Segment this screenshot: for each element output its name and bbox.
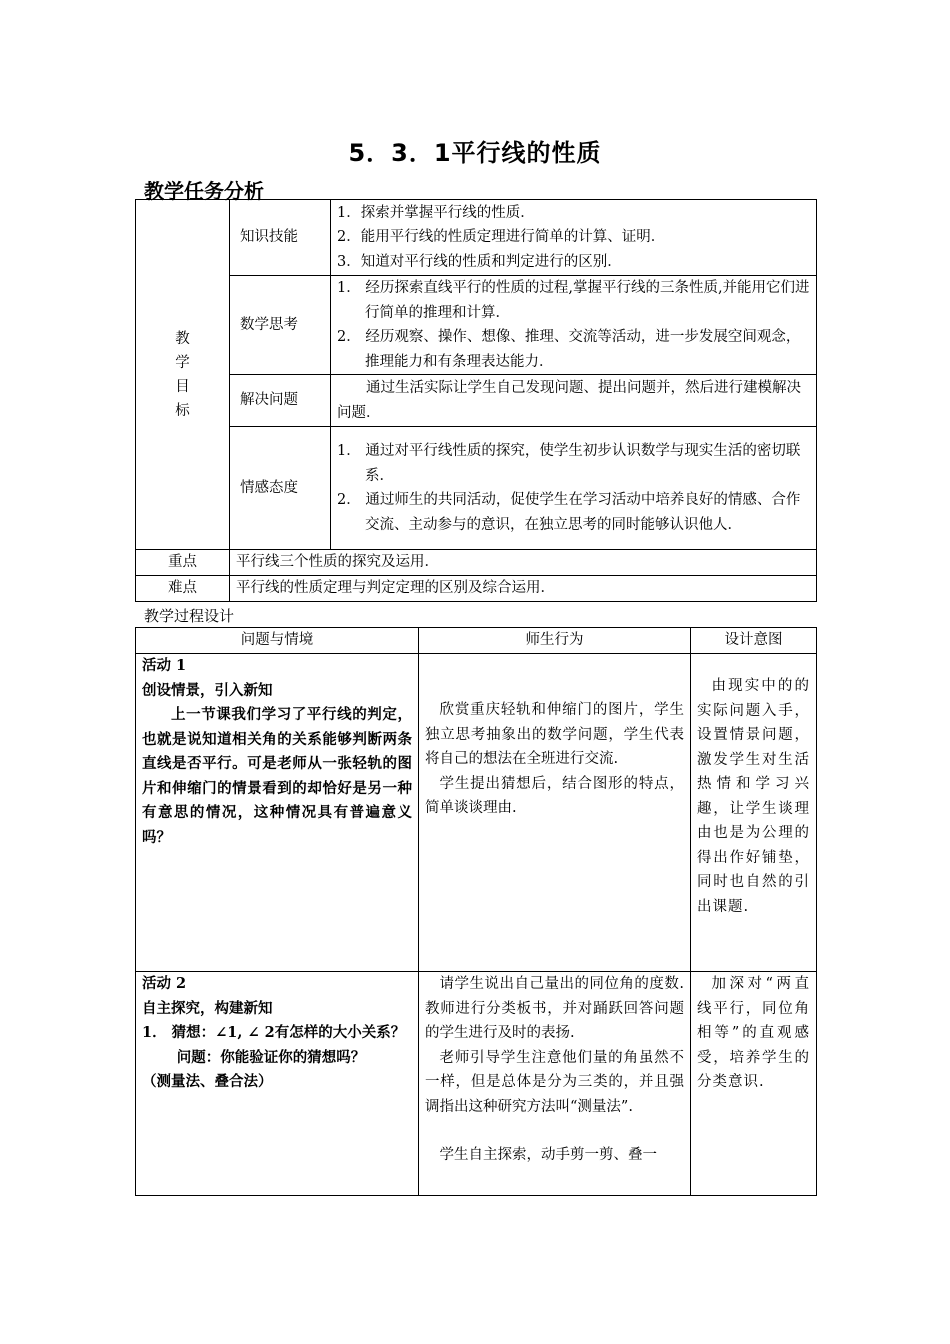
problem-solving-text: 通过生活实际让学生自己发现问题、提出问题并，然后进行建模解决问题． bbox=[331, 375, 817, 427]
activity2-behavior-2: 老师引导学生注意他们量的角虽然不一样，但是总体是分为三类的，并且强调指出这种研究方法叫“测量法”. bbox=[425, 1049, 684, 1115]
knowledge-items bbox=[331, 200, 817, 276]
activity2-behavior-3: 学生自主探索，动手剪一剪、叠一 bbox=[439, 1147, 657, 1163]
list-item: 1． 通过对平行线性质的探究，使学生初步认识数学与现实生活的密切联系． bbox=[337, 443, 801, 484]
activity1-intent: 由现实中的的实际问题入手，设置情景问题，激发学生对生活热情和学习兴趣，让学生谈理由也是为公理的得出作好铺垫，同时也自然的引出课题. bbox=[697, 678, 810, 915]
activity1-behavior-2: 学生提出猜想后，结合图形的特点，简单谈谈理由. bbox=[425, 775, 684, 816]
goals-main-label-char: 目 bbox=[175, 378, 190, 395]
section-heading-task-analysis: 教学任务分析 bbox=[144, 179, 264, 203]
attitude-items bbox=[331, 427, 817, 550]
list-item: 2． 经历观察、操作、想像、推理、交流等活动，进一步发展空间观念，推理能力和有条理表达能力． bbox=[337, 329, 801, 370]
activity1-text: 上一节课我们学习了平行线的判定，也就是说知道相关角的关系能够判断两条直线是否平行。可是老师从一张轻轨的图片和伸缩门的情景看到的却恰好是另一种有意思的情况，这种情况具有普遍意义吗？ bbox=[142, 706, 412, 846]
activity2-question: 问题：你能验证你的猜想吗？ bbox=[176, 1048, 366, 1066]
section-heading-process-design: 教学过程设计 bbox=[144, 607, 235, 625]
activity1-subtitle: 创设情景，引入新知 bbox=[142, 681, 273, 699]
list-item: 3．知道对平行线的性质和判定进行的区别． bbox=[337, 253, 622, 270]
category-problem-solving: 解决问题 bbox=[230, 375, 331, 427]
math-thinking-items bbox=[331, 276, 817, 375]
activity1-cell bbox=[136, 654, 419, 972]
column-header: 问题与情境 bbox=[136, 628, 419, 654]
activity2-behavior-cell bbox=[419, 972, 691, 1196]
activity2-intent-cell bbox=[691, 972, 817, 1196]
goals-main-label-char: 标 bbox=[175, 402, 190, 419]
goals-main-label-char: 学 bbox=[175, 354, 190, 371]
activity2-guess: 1． 猜想：∠1, ∠ 2有怎样的大小关系？ bbox=[142, 1024, 406, 1041]
activity1-behavior-cell bbox=[419, 654, 691, 972]
goals-main-label-char: 教 bbox=[175, 330, 190, 347]
activity2-behavior-1: 请学生说出自己量出的同位角的度数. 教师进行分类板书，并对踊跃回答问题的学生进行及时的表扬. bbox=[425, 976, 684, 1041]
activity1-name: 活动 1 bbox=[142, 657, 187, 674]
category-attitude: 情感态度 bbox=[230, 427, 331, 550]
list-item: 2． 通过师生的共同活动，促使学生在学习活动中培养良好的情感、合作交流、主动参与的意识，在独立思考的同时能够认识他人． bbox=[337, 492, 801, 533]
goals-table bbox=[135, 199, 817, 602]
activity2-method: （测量法、叠合法） bbox=[142, 1073, 273, 1090]
process-table bbox=[135, 627, 817, 1196]
page-title: 5．3．1平行线的性质 bbox=[348, 139, 602, 167]
difficulty-text: 平行线的性质定理与判定定理的区别及综合运用． bbox=[230, 576, 817, 602]
key-point-label: 重点 bbox=[136, 550, 230, 576]
difficulty-label: 难点 bbox=[136, 576, 230, 602]
category-knowledge: 知识技能 bbox=[230, 200, 331, 276]
list-item: 1．探索并掌握平行线的性质． bbox=[337, 204, 535, 221]
activity2-cell bbox=[136, 972, 419, 1196]
list-item: 1． 经历探索直线平行的性质的过程,掌握平行线的三条性质,并能用它们进行简单的推理和计算． bbox=[337, 280, 810, 321]
activity1-behavior-1: 欣赏重庆轻轨和伸缩门的图片，学生独立思考抽象出的数学问题，学生代表将自己的想法在全班进行交流. bbox=[425, 702, 684, 767]
key-point-text: 平行线三个性质的探究及运用． bbox=[230, 550, 817, 576]
goals-main-label bbox=[136, 200, 230, 550]
activity2-name: 活动 2 bbox=[142, 975, 187, 992]
list-item: 2．能用平行线的性质定理进行简单的计算、证明． bbox=[337, 229, 666, 246]
column-header: 设计意图 bbox=[691, 628, 817, 654]
activity1-intent-cell bbox=[691, 654, 817, 972]
activity2-subtitle: 自主探究，构建新知 bbox=[142, 999, 273, 1017]
activity2-intent: 加深对“两直线平行，同位角相等”的直观感受，培养学生的分类意识. bbox=[697, 976, 810, 1090]
category-math-thinking: 数学思考 bbox=[230, 276, 331, 375]
column-header: 师生行为 bbox=[419, 628, 691, 654]
